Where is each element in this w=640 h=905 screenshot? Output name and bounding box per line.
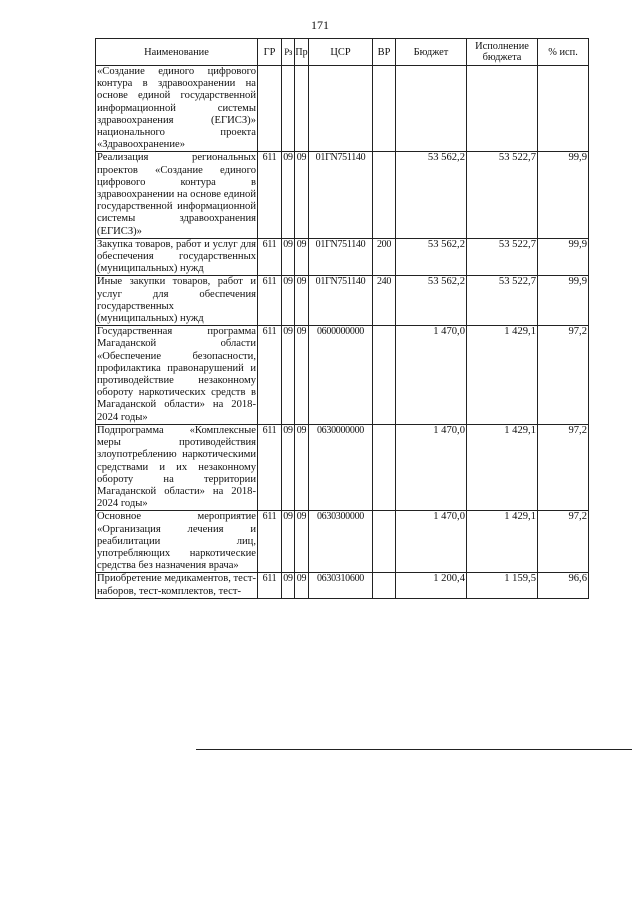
row-percent: 99,9 bbox=[538, 276, 589, 326]
row-vr bbox=[373, 424, 396, 510]
row-vr: 200 bbox=[373, 238, 396, 276]
table-row bbox=[96, 66, 589, 152]
header-pr: Пр bbox=[295, 39, 309, 66]
row-vr bbox=[373, 152, 396, 238]
row-execution: 1 429,1 bbox=[467, 424, 538, 510]
row-rz: 09 bbox=[282, 276, 295, 326]
row-csr bbox=[309, 66, 373, 152]
row-name: Закупка товаров, работ и услуг для обеспечения государственных (муниципальных) нужд bbox=[97, 238, 256, 275]
row-rz: 09 bbox=[282, 424, 295, 510]
header-percent: % исп. bbox=[538, 39, 589, 66]
row-csr: 0630310600 bbox=[309, 573, 373, 598]
row-name: Государственная программа Магаданской области «Обеспечение безопасности, профилактика правонарушений и противодействие незаконному обороту наркотических средств в Магаданской области» на 2018-2024 годы» bbox=[97, 326, 256, 423]
row-csr: 0600000000 bbox=[309, 326, 373, 425]
header-execution: Исполнение бюджета bbox=[467, 39, 538, 66]
row-vr bbox=[373, 511, 396, 573]
row-gr: 611 bbox=[258, 511, 282, 573]
row-gr: 611 bbox=[258, 424, 282, 510]
row-csr: 0630300000 bbox=[309, 511, 373, 573]
row-gr: 611 bbox=[258, 326, 282, 425]
row-name: Приобретение медикаментов, тест-наборов, тест-комплектов, тест- bbox=[97, 573, 256, 597]
row-budget: 53 562,2 bbox=[396, 152, 467, 238]
header-rz: Рз bbox=[282, 39, 295, 66]
row-percent: 97,2 bbox=[538, 511, 589, 573]
header-csr: ЦСР bbox=[309, 39, 373, 66]
row-csr: 01ГN751140 bbox=[309, 152, 373, 238]
row-pr: 09 bbox=[295, 326, 309, 425]
row-rz: 09 bbox=[282, 511, 295, 573]
row-rz: 09 bbox=[282, 152, 295, 238]
row-pr: 09 bbox=[295, 276, 309, 326]
row-vr: 240 bbox=[373, 276, 396, 326]
row-csr: 01ГN751140 bbox=[309, 276, 373, 326]
row-execution: 53 522,7 bbox=[467, 238, 538, 276]
row-gr bbox=[258, 66, 282, 152]
row-budget: 1 200,4 bbox=[396, 573, 467, 598]
row-execution: 1 429,1 bbox=[467, 511, 538, 573]
row-execution: 1 429,1 bbox=[467, 326, 538, 425]
row-percent bbox=[538, 66, 589, 152]
table-row bbox=[96, 511, 589, 573]
table-row bbox=[96, 326, 589, 425]
page-number: 171 bbox=[311, 18, 329, 32]
table-row bbox=[96, 238, 589, 276]
table-row bbox=[96, 152, 589, 238]
row-budget bbox=[396, 66, 467, 152]
row-name: Подпрограмма «Комплексные меры противодействия злоупотреблению наркотическими средствами и их незаконному обороту на территории Магаданской области» на 2018-2024 годы» bbox=[97, 424, 256, 510]
row-pr: 09 bbox=[295, 424, 309, 510]
row-budget: 1 470,0 bbox=[396, 511, 467, 573]
table-row bbox=[96, 424, 589, 510]
row-vr bbox=[373, 66, 396, 152]
row-name: Реализация региональных проектов «Создание единого цифрового контура в здравоохранении на основе единой государственной информационной системы здравоохранения (ЕГИСЗ)» bbox=[97, 152, 256, 237]
header-vr: ВР bbox=[373, 39, 396, 66]
row-execution: 53 522,7 bbox=[467, 276, 538, 326]
row-vr bbox=[373, 573, 396, 598]
row-pr: 09 bbox=[295, 152, 309, 238]
row-percent: 99,9 bbox=[538, 152, 589, 238]
header-budget: Бюджет bbox=[396, 39, 467, 66]
row-execution: 1 159,5 bbox=[467, 573, 538, 598]
row-budget: 53 562,2 bbox=[396, 238, 467, 276]
row-gr: 611 bbox=[258, 238, 282, 276]
table-row bbox=[96, 573, 589, 598]
row-rz: 09 bbox=[282, 573, 295, 598]
table-row bbox=[96, 276, 589, 326]
row-percent: 99,9 bbox=[538, 238, 589, 276]
row-name: «Создание единого цифрового контура в здравоохранении на основе единой государственной информационной системы здравоохранения (ЕГИСЗ)» национального проекта «Здравоохранение» bbox=[97, 66, 256, 151]
row-gr: 611 bbox=[258, 573, 282, 598]
row-pr bbox=[295, 66, 309, 152]
header-gr: ГР bbox=[258, 39, 282, 66]
header-name: Наименование bbox=[96, 39, 258, 66]
budget-execution-table bbox=[95, 38, 589, 599]
row-gr: 611 bbox=[258, 152, 282, 238]
row-percent: 96,6 bbox=[538, 573, 589, 598]
row-pr: 09 bbox=[295, 573, 309, 598]
row-pr: 09 bbox=[295, 511, 309, 573]
row-execution: 53 522,7 bbox=[467, 152, 538, 238]
row-csr: 0630000000 bbox=[309, 424, 373, 510]
row-csr: 01ГN751140 bbox=[309, 238, 373, 276]
row-percent: 97,2 bbox=[538, 424, 589, 510]
page-divider bbox=[196, 749, 632, 750]
row-pr: 09 bbox=[295, 238, 309, 276]
row-rz: 09 bbox=[282, 326, 295, 425]
row-name: Иные закупки товаров, работ и услуг для обеспечения государственных (муниципальных) нужд bbox=[97, 276, 256, 325]
row-execution bbox=[467, 66, 538, 152]
row-rz: 09 bbox=[282, 238, 295, 276]
row-vr bbox=[373, 326, 396, 425]
row-percent: 97,2 bbox=[538, 326, 589, 425]
row-name: Основное мероприятие «Организация лечения и реабилитации лиц, употребляющих наркотические средства без назначения врача» bbox=[97, 511, 256, 572]
row-budget: 1 470,0 bbox=[396, 326, 467, 425]
row-budget: 53 562,2 bbox=[396, 276, 467, 326]
table-header-row bbox=[96, 39, 589, 66]
row-rz bbox=[282, 66, 295, 152]
row-gr: 611 bbox=[258, 276, 282, 326]
row-budget: 1 470,0 bbox=[396, 424, 467, 510]
